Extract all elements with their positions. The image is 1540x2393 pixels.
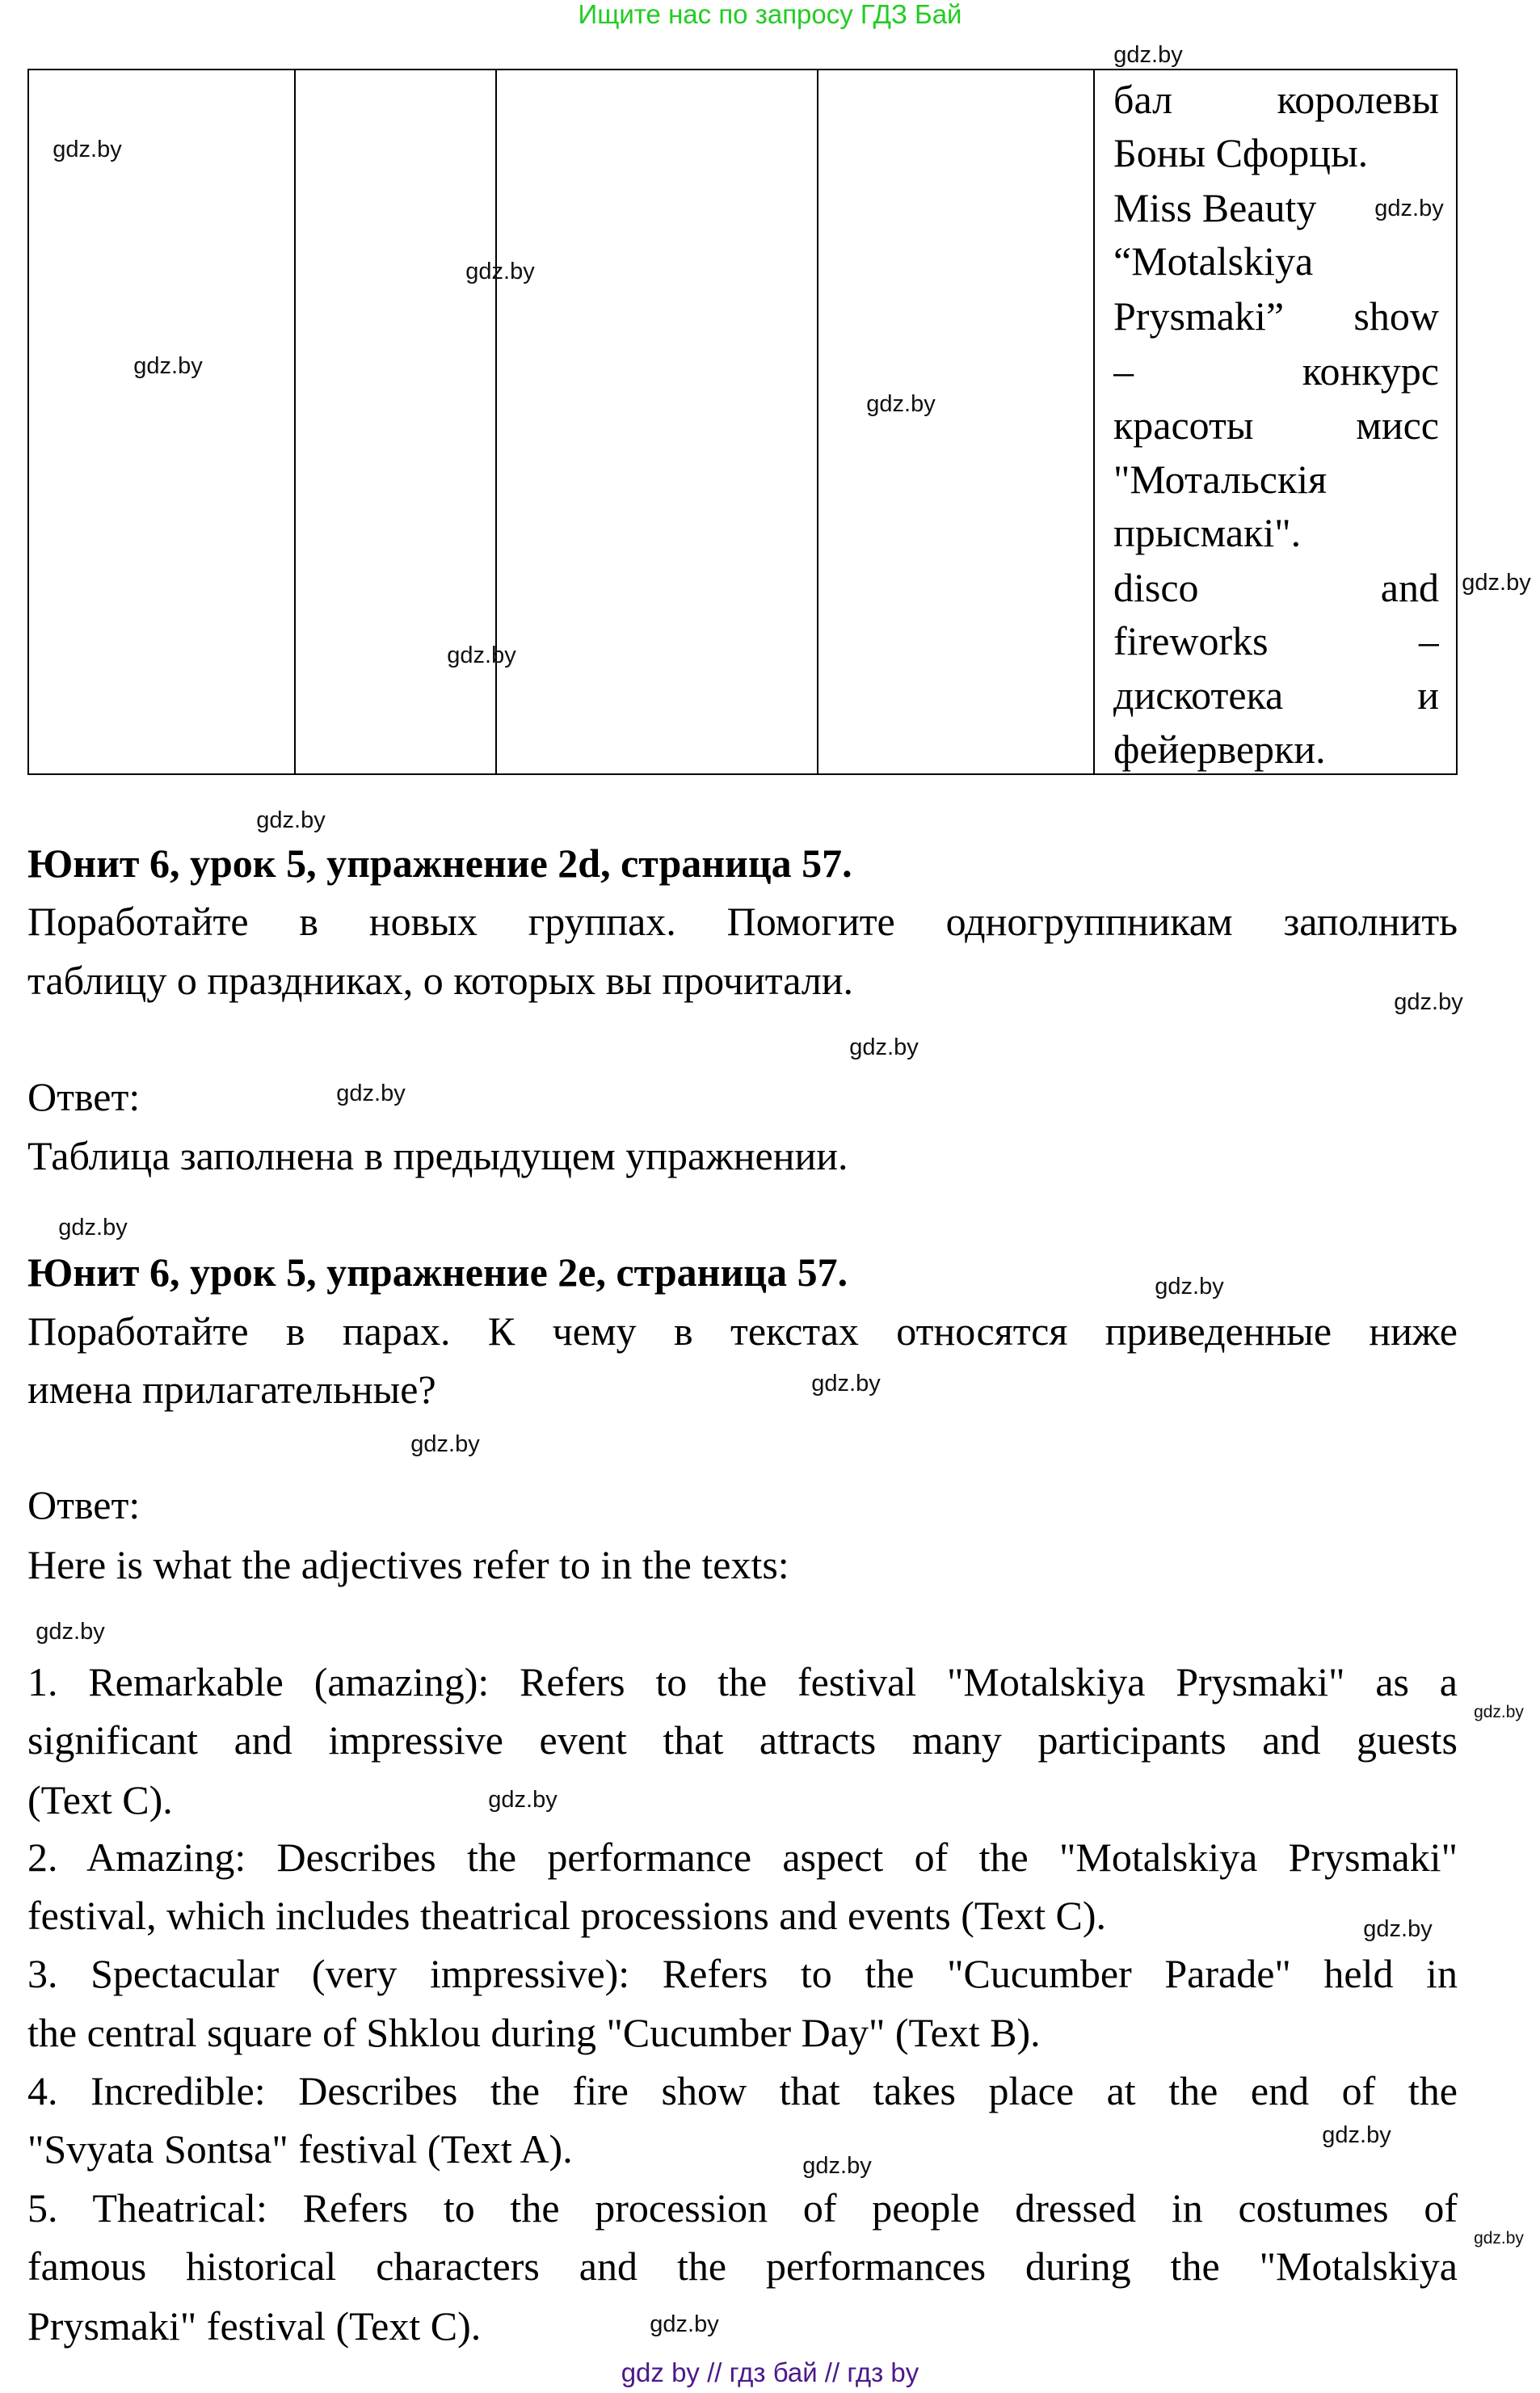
text-line: famous historical characters and the performances during the "Motalskiya: [27, 2243, 1458, 2289]
watermark: gdz.by: [1462, 570, 1531, 596]
text-line: the central square of Shklou during "Cucumber Day" (Text B).: [27, 2010, 1041, 2055]
watermark: gdz.by: [36, 1619, 105, 1645]
text-line: Ответ:: [27, 1074, 141, 1119]
text-line: Ответ:: [27, 1482, 141, 1527]
table-cell-line: Miss Beauty: [1113, 185, 1317, 230]
watermark: gdz.by: [1394, 989, 1463, 1015]
text-line: Here is what the adjectives refer to in the texts:: [27, 1542, 789, 1587]
watermark: gdz.by: [336, 1081, 406, 1106]
text-line: Поработайте в новых группах. Помогите одногруппникам заполнить: [27, 899, 1458, 944]
text-line: 5. Theatrical: Refers to the procession of people dressed in costumes of: [27, 2185, 1458, 2231]
watermark: gdz.by: [1374, 196, 1444, 221]
footer-links[interactable]: gdz by // гдз бай // гдз by: [621, 2357, 919, 2387]
watermark: gdz.by: [1322, 2122, 1391, 2148]
watermark: gdz.by: [650, 2311, 719, 2337]
table-cell-line: “Motalskiya: [1113, 238, 1314, 284]
table-divider: [1093, 70, 1095, 773]
watermark: gdz.by: [410, 1431, 480, 1457]
watermark: gdz.by: [447, 642, 516, 668]
table-cell-line: fireworks –: [1113, 618, 1439, 664]
text-line: festival, which includes theatrical processions and events (Text C).: [27, 1893, 1106, 1938]
table-divider: [294, 70, 296, 773]
watermark: gdz.by: [53, 137, 122, 162]
text-line: 4. Incredible: Describes the fire show that takes place at the end of the: [27, 2068, 1458, 2113]
watermark: gdz.by: [58, 1215, 128, 1241]
watermark: gdz.by: [1155, 1274, 1224, 1300]
table-divider: [817, 70, 818, 773]
table-cell-line: – конкурс: [1113, 348, 1439, 394]
watermark: gdz.by: [866, 391, 936, 417]
table-cell-line: бал королевы: [1113, 77, 1439, 122]
watermark: gdz.by: [465, 259, 535, 284]
watermark: gdz.by: [849, 1034, 919, 1060]
table-cell-line: Боны Сфорцы.: [1113, 130, 1369, 175]
watermark: gdz.by: [488, 1787, 558, 1813]
text-line: (Text C).: [27, 1777, 173, 1822]
table-cell-line: disco and: [1113, 565, 1439, 610]
table-cell-line: "Мотальскія: [1113, 457, 1328, 502]
watermark: gdz.by: [802, 2153, 872, 2179]
watermark: gdz.by: [811, 1371, 881, 1397]
table-cell-line: фейерверки.: [1113, 727, 1326, 772]
text-line: "Svyata Sontsa" festival (Text A).: [27, 2126, 573, 2172]
watermark: gdz.by: [1363, 1916, 1433, 1942]
table-cell-line: Prysmaki” show: [1113, 293, 1439, 339]
text-line: significant and impressive event that attracts many participants and guests: [27, 1717, 1458, 1763]
watermark: gdz.by: [133, 353, 203, 379]
exercise-heading: Юнит 6, урок 5, упражнение 2d, страница 57.: [27, 840, 852, 886]
text-line: Таблица заполнена в предыдущем упражнении.: [27, 1133, 848, 1178]
table-cell-line: красоты мисс: [1113, 402, 1439, 448]
text-line: имена прилагательные?: [27, 1367, 436, 1412]
text-line: 2. Amazing: Describes the performance aspect of the "Motalskiya Prysmaki": [27, 1835, 1458, 1880]
text-line: 3. Spectacular (very impressive): Refers to the "Cucumber Parade" held in: [27, 1951, 1458, 1996]
search-banner: Ищите нас по запросу ГДЗ Бай: [578, 0, 962, 29]
exercise-heading: Юнит 6, урок 5, упражнение 2e, страница 57.: [27, 1249, 848, 1295]
text-line: Prysmaki" festival (Text C).: [27, 2303, 482, 2349]
watermark: gdz.by: [1474, 1703, 1524, 1721]
text-line: Поработайте в парах. К чему в текстах относятся приведенные ниже: [27, 1308, 1458, 1354]
watermark: gdz.by: [256, 807, 326, 833]
table-cell-line: дискотека и: [1113, 672, 1439, 718]
text-line: таблицу о праздниках, о которых вы прочитали.: [27, 958, 854, 1003]
text-line: 1. Remarkable (amazing): Refers to the festival "Motalskiya Prysmaki" as a: [27, 1659, 1458, 1704]
watermark: gdz.by: [1474, 2229, 1524, 2248]
table-cell-line: прысмакі".: [1113, 510, 1302, 555]
watermark: gdz.by: [1113, 42, 1183, 68]
